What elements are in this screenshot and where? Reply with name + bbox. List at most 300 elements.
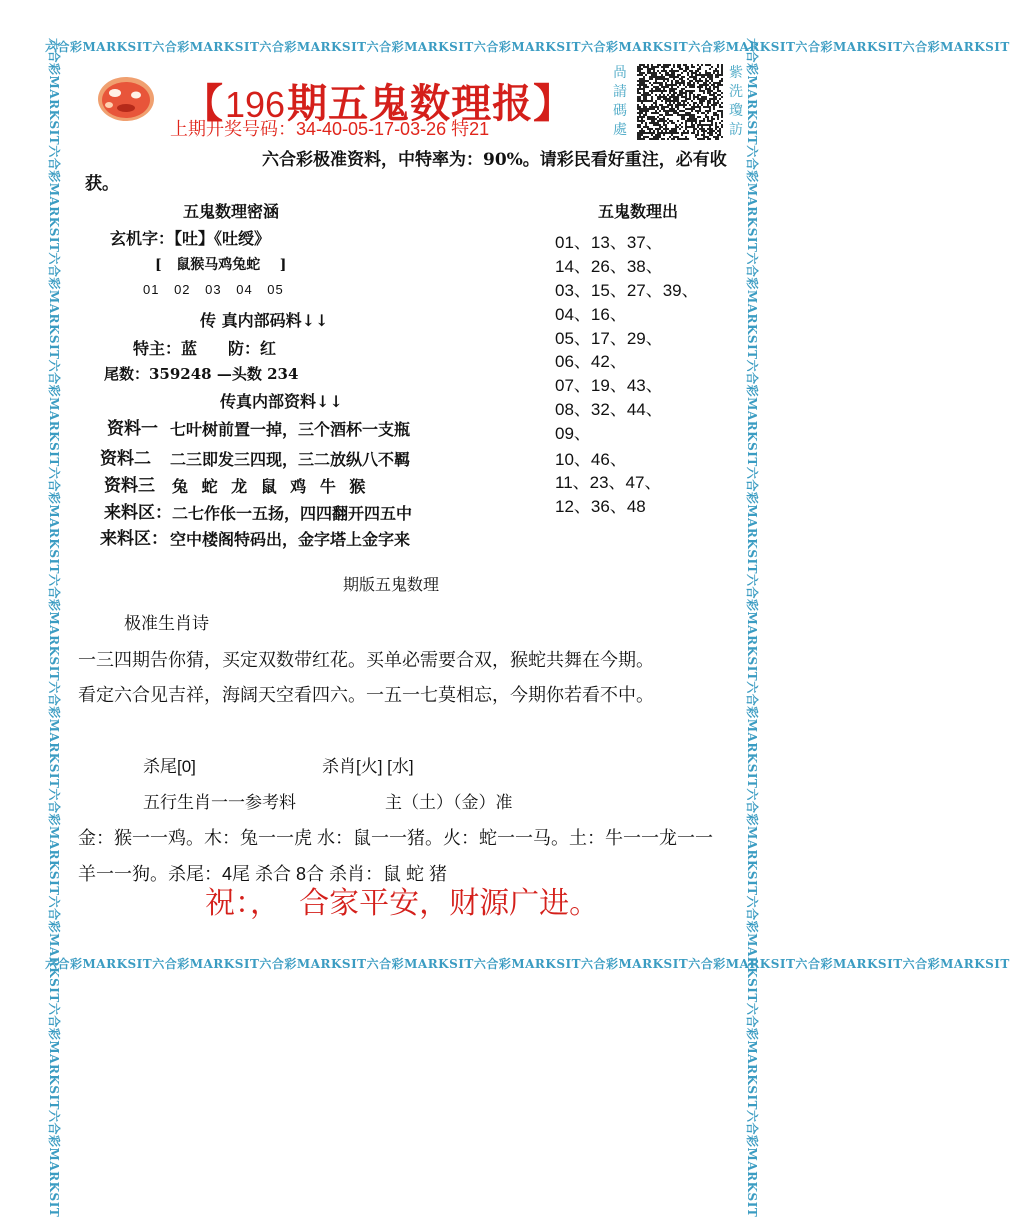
qr-module [697, 114, 699, 116]
qr-module [637, 122, 639, 124]
qr-module [653, 126, 655, 128]
qr-module [637, 128, 639, 130]
qr-module [667, 126, 669, 128]
qr-module [693, 122, 695, 124]
qr-module [641, 76, 643, 78]
qr-module [653, 104, 655, 106]
qr-module [653, 110, 655, 112]
qr-module [643, 74, 645, 76]
title-close-bracket: 】 [533, 80, 574, 127]
qr-module [699, 96, 701, 98]
qr-module [637, 78, 639, 80]
qr-module [721, 88, 723, 90]
qr-module [647, 106, 649, 108]
qr-module [663, 72, 665, 74]
qr-module [669, 94, 671, 96]
qr-module [661, 98, 663, 100]
qr-module [641, 98, 643, 100]
qr-module [711, 126, 713, 128]
qr-module [647, 124, 649, 126]
qr-module [657, 118, 659, 120]
qr-module [691, 88, 693, 90]
qr-module [681, 84, 683, 86]
qr-module [683, 72, 685, 74]
qr-module [647, 74, 649, 76]
qr-module [667, 82, 669, 84]
qr-module [645, 64, 647, 66]
qr-module [717, 112, 719, 114]
qr-module [647, 96, 649, 98]
left-heading: 五鬼数理密涵 [183, 202, 280, 221]
qr-module [707, 126, 709, 128]
qr-module [677, 116, 679, 118]
qr-module [677, 88, 679, 90]
qr-module [659, 108, 661, 110]
xuanji-line: 玄机字：【吐】《吐绶》 [110, 229, 271, 248]
qr-module [707, 86, 709, 88]
qr-module [649, 120, 651, 122]
qr-module [641, 106, 643, 108]
qr-module [655, 98, 657, 100]
qr-module [719, 88, 721, 90]
number-row: 10、46、 [555, 450, 627, 469]
qr-module [673, 126, 675, 128]
qr-module [711, 136, 713, 138]
qr-module [651, 110, 653, 112]
qr-module [711, 72, 713, 74]
qr-module [679, 108, 681, 110]
qr-module [683, 74, 685, 76]
qr-module [647, 134, 649, 136]
qr-module [681, 70, 683, 72]
qr-module [701, 106, 703, 108]
qr-module [661, 122, 663, 124]
qr-module [689, 64, 691, 66]
qr-module [687, 94, 689, 96]
qr-module [659, 80, 661, 82]
qr-module [715, 72, 717, 74]
qr-module [643, 68, 645, 70]
qr-module [669, 126, 671, 128]
qr-left-char: 碼 [613, 103, 627, 119]
qr-module [687, 92, 689, 94]
qr-module [719, 118, 721, 120]
qr-module [675, 72, 677, 74]
qr-module [685, 106, 687, 108]
qr-module [703, 114, 705, 116]
qr-module [655, 92, 657, 94]
qr-module [685, 130, 687, 132]
qr-module [693, 136, 695, 138]
number-row: 06、42、 [555, 352, 627, 371]
qr-module [645, 134, 647, 136]
qr-module [681, 106, 683, 108]
qr-module [705, 122, 707, 124]
qr-module [665, 80, 667, 82]
qr-module [703, 64, 705, 66]
qr-module [695, 138, 697, 140]
qr-left-char: 咼 [613, 65, 627, 81]
qr-module [683, 122, 685, 124]
qr-module [637, 102, 639, 104]
qr-module [689, 68, 691, 70]
qr-module [649, 98, 651, 100]
qr-module [693, 110, 695, 112]
qr-module [705, 112, 707, 114]
qr-module [683, 126, 685, 128]
qr-module [699, 130, 701, 132]
qr-module [661, 124, 663, 126]
qr-module [721, 104, 723, 106]
qr-module [687, 128, 689, 130]
qr-module [655, 108, 657, 110]
qr-module [679, 72, 681, 74]
item-text: 兔 蛇 龙 鼠 鸡 牛 猴 [172, 477, 366, 496]
qr-module [689, 138, 691, 140]
item-text: 七叶树前置一掉，三个酒杯一支瓶 [170, 420, 411, 439]
qr-module [695, 68, 697, 70]
qr-module [705, 108, 707, 110]
qr-module [683, 94, 685, 96]
border-strip-bottom: 六合彩MARKSIT六合彩MARKSIT六合彩MARKSIT六合彩MARKSIT六合彩MARKSIT六合彩MARKSIT六合彩MARKSIT六合彩MARKSIT六合彩MARKSIT [45, 957, 1010, 971]
qr-module [685, 110, 687, 112]
qr-right-caption [727, 64, 745, 140]
qr-module [719, 92, 721, 94]
qr-module [699, 82, 701, 84]
qr-module [719, 114, 721, 116]
qr-module [701, 72, 703, 74]
qr-module [675, 90, 677, 92]
qr-module [691, 82, 693, 84]
qr-module [671, 66, 673, 68]
qr-module [657, 80, 659, 82]
qr-module [701, 132, 703, 134]
qr-module [647, 76, 649, 78]
qr-module [721, 76, 723, 78]
qr-module [717, 68, 719, 70]
qr-module [671, 78, 673, 80]
qr-module [663, 136, 665, 138]
qr-module [659, 112, 661, 114]
qr-module [689, 102, 691, 104]
qr-module [657, 94, 659, 96]
qr-module [645, 68, 647, 70]
item-text: 二三即发三四现，三二放纵八不羁 [170, 450, 411, 469]
qr-module [691, 96, 693, 98]
qr-module [679, 88, 681, 90]
qr-module [663, 130, 665, 132]
qr-module [647, 82, 649, 84]
qr-module [687, 122, 689, 124]
qr-module [697, 122, 699, 124]
qr-module [637, 130, 639, 132]
qr-module [695, 124, 697, 126]
qr-module [705, 102, 707, 104]
qr-module [715, 106, 717, 108]
qr-module [719, 100, 721, 102]
qr-module [695, 116, 697, 118]
qr-module [691, 134, 693, 136]
qr-module [707, 130, 709, 132]
qr-module [695, 84, 697, 86]
qr-module [655, 120, 657, 122]
qr-module [703, 88, 705, 90]
qr-module [673, 118, 675, 120]
qr-module [675, 118, 677, 120]
qr-module [677, 118, 679, 120]
qr-module [713, 120, 715, 122]
qr-module [713, 90, 715, 92]
qr-module [693, 88, 695, 90]
qr-module [661, 68, 663, 70]
qr-module [659, 86, 661, 88]
qr-module [715, 130, 717, 132]
qr-module [697, 92, 699, 94]
qr-module [643, 124, 645, 126]
qr-module [719, 102, 721, 104]
qr-module [671, 136, 673, 138]
qr-module [673, 124, 675, 126]
qr-module [663, 84, 665, 86]
qr-module [673, 114, 675, 116]
qr-module [709, 112, 711, 114]
qr-module [645, 130, 647, 132]
qr-module [711, 138, 713, 140]
qr-module [701, 70, 703, 72]
qr-module [717, 108, 719, 110]
number-row: 07、19、43、 [555, 376, 663, 395]
qr-module [697, 128, 699, 130]
qr-module [663, 74, 665, 76]
qr-module [651, 130, 653, 132]
qr-module [671, 116, 673, 118]
qr-module [647, 78, 649, 80]
qr-left-caption [611, 64, 629, 140]
qr-module [703, 86, 705, 88]
qr-module [719, 78, 721, 80]
qr-module [643, 112, 645, 114]
qr-module [649, 86, 651, 88]
qr-module [645, 82, 647, 84]
qr-module [703, 72, 705, 74]
qr-module [687, 80, 689, 82]
qr-module [653, 92, 655, 94]
qr-module [715, 120, 717, 122]
qr-right-char: 紫 [729, 65, 743, 81]
qr-module [689, 100, 691, 102]
qr-module [719, 124, 721, 126]
qr-module [687, 124, 689, 126]
qr-module [689, 136, 691, 138]
qr-module [665, 136, 667, 138]
qr-module [651, 124, 653, 126]
qr-module [677, 110, 679, 112]
qr-module [713, 134, 715, 136]
qr-module [673, 86, 675, 88]
qr-module [719, 64, 721, 66]
item-text: 二七作伥一五扬，四四翻开四五中 [172, 504, 413, 523]
qr-module [713, 138, 715, 140]
qr-module [659, 106, 661, 108]
qr-module [693, 100, 695, 102]
qr-module [651, 94, 653, 96]
qr-module [695, 130, 697, 132]
qr-module [713, 78, 715, 80]
qr-module [685, 76, 687, 78]
qr-module [651, 82, 653, 84]
qr-module [707, 68, 709, 70]
qr-module [719, 138, 721, 140]
qr-module [649, 74, 651, 76]
qr-module [655, 96, 657, 98]
qr-module [675, 122, 677, 124]
qr-module [719, 136, 721, 138]
qr-module [699, 112, 701, 114]
qr-module [683, 136, 685, 138]
qr-module [713, 122, 715, 124]
qr-module [655, 64, 657, 66]
qr-module [673, 116, 675, 118]
qr-module [675, 94, 677, 96]
qr-right-char: 訪 [729, 122, 743, 138]
qr-module [689, 74, 691, 76]
qr-module [655, 130, 657, 132]
qr-module [681, 98, 683, 100]
qr-module [703, 104, 705, 106]
wuxing-line: 金：猴一一鸡。木：兔一一虎 水：鼠一一猪。火：蛇一一马。土：牛一一龙一一 [78, 828, 713, 848]
qr-module [719, 72, 721, 74]
qr-module [713, 66, 715, 68]
qr-module [653, 96, 655, 98]
qr-module [683, 124, 685, 126]
qr-module [721, 118, 723, 120]
qr-module [715, 84, 717, 86]
qr-module [669, 112, 671, 114]
qr-module [719, 76, 721, 78]
number-row: 08、32、44、 [555, 400, 663, 419]
qr-module [641, 96, 643, 98]
qr-module [695, 88, 697, 90]
qr-module [647, 104, 649, 106]
qr-module [685, 88, 687, 90]
qr-module [721, 90, 723, 92]
qr-module [659, 102, 661, 104]
qr-module [661, 72, 663, 74]
qr-module [653, 128, 655, 130]
qr-module [653, 114, 655, 116]
qr-module [701, 88, 703, 90]
qr-module [643, 122, 645, 124]
qr-module [645, 128, 647, 130]
qr-module [713, 74, 715, 76]
qr-module [663, 126, 665, 128]
qr-module [677, 78, 679, 80]
qr-module [669, 138, 671, 140]
qr-module [703, 110, 705, 112]
qr-module [687, 96, 689, 98]
qr-module [689, 78, 691, 80]
qr-module [717, 128, 719, 130]
qr-module [695, 86, 697, 88]
qr-module [649, 80, 651, 82]
qr-module [677, 84, 679, 86]
qr-module [685, 74, 687, 76]
qr-module [715, 100, 717, 102]
qr-module [643, 128, 645, 130]
qr-module [679, 130, 681, 132]
qr-module [699, 114, 701, 116]
qr-module [643, 134, 645, 136]
tail-line: 尾数：359248 —头数 234 [104, 365, 299, 383]
qr-module [647, 90, 649, 92]
qr-module [675, 108, 677, 110]
qr-module [719, 116, 721, 118]
qr-module [721, 86, 723, 88]
qr-module [637, 72, 639, 74]
wuxing-title: 五行生肖一一参考料 [143, 793, 296, 812]
qr-module [721, 122, 723, 124]
qr-module [673, 106, 675, 108]
qr-module [667, 136, 669, 138]
qr-module [675, 120, 677, 122]
qr-module [647, 112, 649, 114]
qr-module [705, 118, 707, 120]
qr-module [659, 100, 661, 102]
qr-code [637, 64, 723, 140]
title-text: 期五鬼数理报 [287, 80, 534, 127]
qr-module [711, 86, 713, 88]
item-label: 来料区： [100, 529, 168, 549]
qr-module [665, 138, 667, 140]
qr-module [707, 108, 709, 110]
qr-module [719, 70, 721, 72]
qr-module [711, 96, 713, 98]
qr-module [661, 64, 663, 66]
qr-module [679, 126, 681, 128]
qr-module [671, 98, 673, 100]
qr-module [667, 68, 669, 70]
qr-module [657, 92, 659, 94]
qr-module [697, 120, 699, 122]
qr-module [675, 64, 677, 66]
qr-module [709, 84, 711, 86]
qr-module [707, 96, 709, 98]
qr-module [697, 102, 699, 104]
qr-module [659, 68, 661, 70]
qr-module [709, 114, 711, 116]
qr-module [703, 70, 705, 72]
qr-module [679, 96, 681, 98]
qr-module [667, 130, 669, 132]
qr-module [639, 128, 641, 130]
qr-module [713, 116, 715, 118]
qr-module [713, 76, 715, 78]
qr-module [647, 120, 649, 122]
qr-module [695, 98, 697, 100]
qr-module [699, 134, 701, 136]
qr-module [699, 76, 701, 78]
qr-module [663, 82, 665, 84]
qr-module [709, 136, 711, 138]
qr-module [713, 110, 715, 112]
qr-module [699, 64, 701, 66]
qr-module [705, 66, 707, 68]
qr-module [709, 118, 711, 120]
qr-module [683, 112, 685, 114]
qr-module [665, 134, 667, 136]
qr-module [703, 80, 705, 82]
item-text: 空中楼阁特码出，金字塔上金字来 [170, 530, 411, 549]
